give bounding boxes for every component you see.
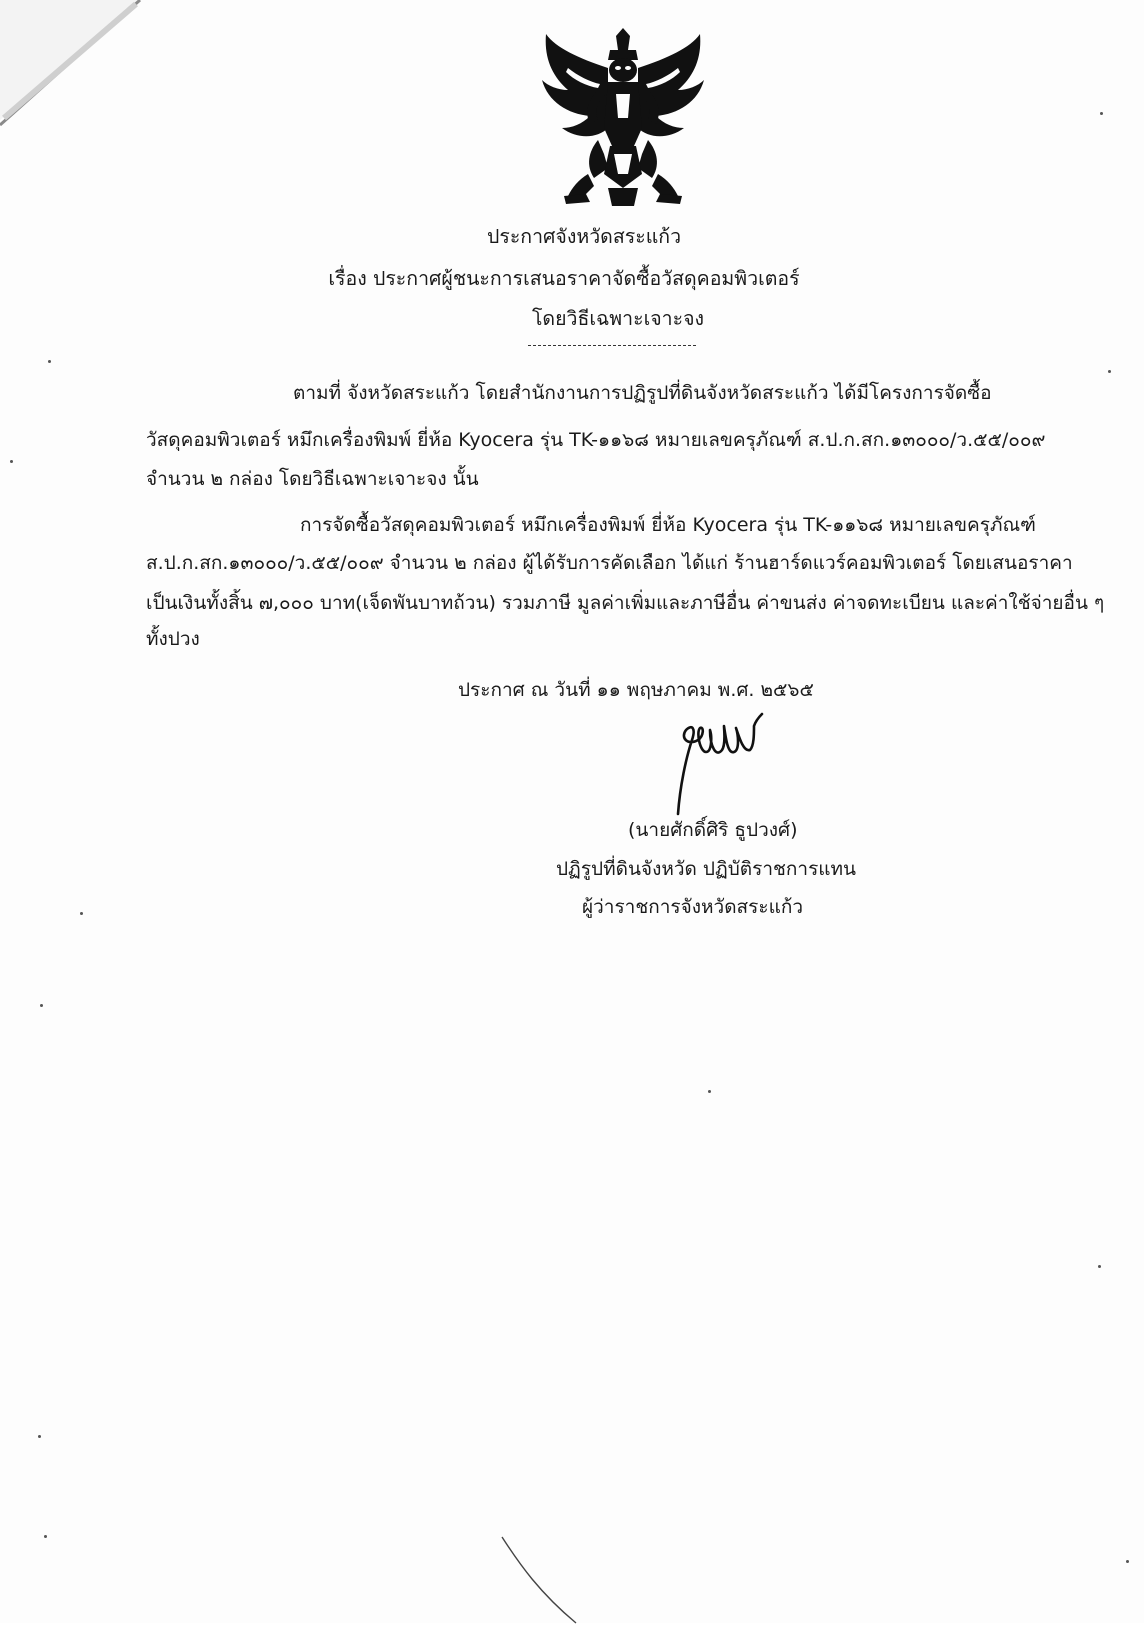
signatory-name: (นายศักดิ์ศิริ ธูปวงศ์) bbox=[628, 819, 798, 841]
procurement-method: โดยวิธีเฉพาะเจาะจง bbox=[531, 307, 705, 330]
scan-speck bbox=[44, 1535, 47, 1538]
scan-speck bbox=[1108, 370, 1111, 373]
scan-speck bbox=[48, 360, 51, 363]
paragraph-1-line-2: วัสดุคอมพิวเตอร์ หมึกเครื่องพิมพ์ ยี่ห้อ Kyocera รุ่น TK-๑๑๖๘ หมายเลขครุภัณฑ์ ส.ป.ก.สก.๑๓๐๐๐/ว.๕๕/๐๐๙ bbox=[146, 429, 1046, 451]
scan-speck bbox=[38, 1435, 41, 1438]
scan-speck bbox=[708, 1090, 711, 1093]
garuda-emblem bbox=[538, 28, 708, 210]
page-corner-fold bbox=[0, 0, 150, 150]
paragraph-2-line-1: การจัดซื้อวัสดุคอมพิวเตอร์ หมึกเครื่องพิมพ์ ยี่ห้อ Kyocera รุ่น TK-๑๑๖๘ หมายเลขครุภัณฑ์ bbox=[300, 514, 1036, 536]
paragraph-2-line-2: ส.ป.ก.สก.๑๓๐๐๐/ว.๕๕/๐๐๙ จำนวน ๒ กล่อง ผู้ได้รับการคัดเลือก ได้แก่ ร้านฮาร์ดแวร์คอมพิวเตอร์ โดยเสนอราคา bbox=[146, 552, 1073, 574]
scan-speck bbox=[1100, 112, 1103, 115]
scan-speck bbox=[10, 460, 13, 463]
paragraph-1-line-3: จำนวน ๒ กล่อง โดยวิธีเฉพาะเจาะจง นั้น bbox=[146, 468, 479, 490]
announcement-date: ประกาศ ณ วันที่ ๑๑ พฤษภาคม พ.ศ. ๒๕๖๕ bbox=[458, 679, 814, 701]
scan-speck bbox=[80, 912, 83, 915]
paragraph-2-line-3: เป็นเงินทั้งสิ้น ๗,๐๐๐ บาท(เจ็ดพันบาทถ้วน) รวมภาษี มูลค่าเพิ่มและภาษีอื่น ค่าขนส่ง ค่าจดทะเบียน และค่าใช้จ่ายอื่น ๆ bbox=[146, 592, 1105, 614]
scan-scratch-mark bbox=[500, 1535, 580, 1625]
scan-speck bbox=[1098, 1265, 1101, 1268]
signatory-position: ปฏิรูปที่ดินจังหวัด ปฏิบัติราชการแทน bbox=[556, 858, 857, 880]
paragraph-2-line-4: ทั้งปวง bbox=[146, 628, 200, 650]
handwritten-signature bbox=[670, 706, 780, 816]
announcement-subject: เรื่อง ประกาศผู้ชนะการเสนอราคาจัดซื้อวัสดุคอมพิวเตอร์ bbox=[328, 267, 800, 290]
province-announcement-title: ประกาศจังหวัดสระแก้ว bbox=[486, 225, 682, 248]
separator-line bbox=[528, 345, 696, 346]
signatory-title: ผู้ว่าราชการจังหวัดสระแก้ว bbox=[582, 896, 803, 918]
scan-speck bbox=[40, 1004, 43, 1007]
scan-speck bbox=[1126, 1560, 1129, 1563]
paragraph-1-line-1: ตามที่ จังหวัดสระแก้ว โดยสำนักงานการปฏิรูปที่ดินจังหวัดสระแก้ว ได้มีโครงการจัดซื้อ bbox=[293, 382, 992, 404]
